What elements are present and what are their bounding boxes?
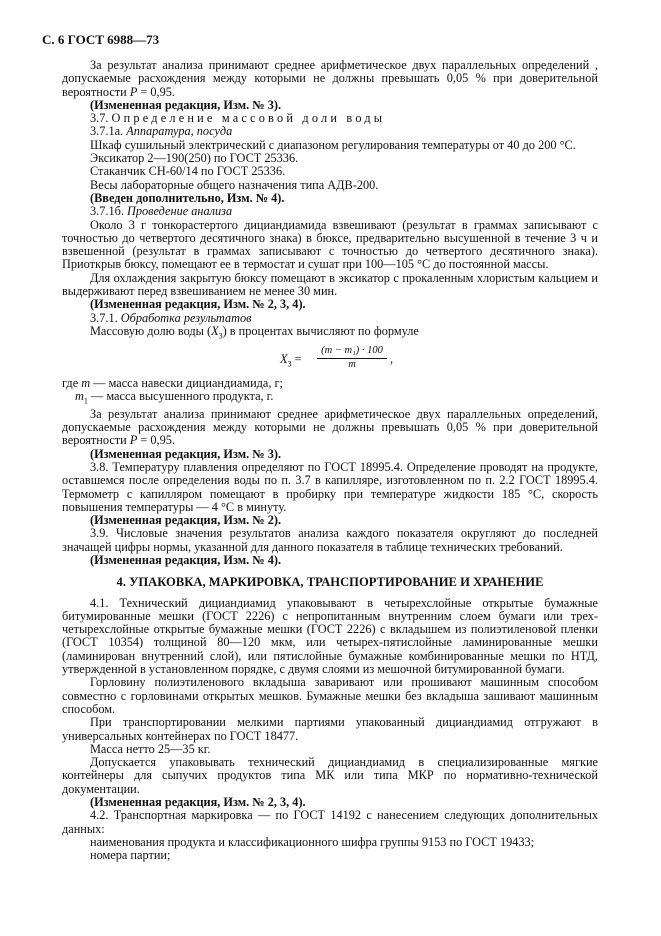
var: m xyxy=(75,388,84,403)
amendment-note: (Введен дополнительно, Изм. № 4). xyxy=(90,190,285,205)
paragraph: 3.9. Числовые значения результатов анализа каждого показателя округляют до последней значащей цифры нормы, указанной для данного показателя в таблице технических требований. xyxy=(62,526,598,554)
page-header: С. 6 ГОСТ 6988—73 xyxy=(42,32,160,47)
equipment-item: Шкаф сушильный электрический с диапазоном регулирования температуры от 40 до 200 °С. xyxy=(90,137,576,152)
equipment-item: Весы лабораторные общего назначения типа АДВ-200. xyxy=(90,177,379,192)
title: Обработка результатов xyxy=(120,310,252,325)
paragraph: 4.2. Транспортная маркировка — по ГОСТ 14192 с нанесением следующих дополнительных данных: xyxy=(62,808,598,836)
amendment-note: (Измененная редакция, Изм. № 3). xyxy=(90,97,282,112)
text: = 0,95. xyxy=(137,84,176,99)
num: 3.7.1а. xyxy=(90,124,127,139)
num: 3.7.1б. xyxy=(90,204,127,219)
title: Определение массовой доли воды xyxy=(111,111,386,126)
text: — масса высушенного продукта, г. xyxy=(87,388,274,403)
text: За результат анализа принимают среднее арифметическое двух параллельных определений, допускаемые расхождения между которыми не должны превышать 0,05 % при доверительной вероятности xyxy=(62,406,598,448)
denominator: m xyxy=(348,358,356,370)
amendment-note: (Измененная редакция, Изм. № 2, 3, 4). xyxy=(90,297,306,312)
equipment-item: Эксикатор 2—190(250) по ГОСТ 25336. xyxy=(90,151,299,166)
list-item: наименования продукта и классификационного шифра группы 9153 по ГОСТ 19433; xyxy=(90,834,535,849)
section-4-heading: 4. УПАКОВКА, МАРКИРОВКА, ТРАНСПОРТИРОВАНИЕ И ХРАНЕНИЕ xyxy=(116,575,544,590)
var: P xyxy=(129,433,138,448)
equipment-item: Стаканчик СН-60/14 по ГОСТ 25336. xyxy=(90,164,286,179)
paragraph: Допускается упаковывать технический дициандиамид в специализированные мягкие контейнеры для сыпучих продуктов типа МК или типа МКР по нормативно-технической документации. xyxy=(62,755,598,796)
paragraph: Для охлаждения закрытую бюксу помещают в эксикатор с прокаленным хлористым кальцием и выдерживают перед взвешиванием не менее 30 мин. xyxy=(62,270,598,299)
var: m xyxy=(81,375,91,390)
num: 3.7. xyxy=(90,111,112,126)
subsection-heading xyxy=(62,312,598,325)
var: X xyxy=(280,351,288,366)
legend-line xyxy=(62,377,598,390)
legend-line xyxy=(62,390,598,408)
text: где xyxy=(62,375,82,390)
paragraph: 3.8. Температуру плавления определяют по ГОСТ 18995.4. Определение проводят на продукте, оставшемся после определения воды по п. 3.7 в капилляре, изготовленном по п. 2.2 ГОСТ 18995.4. Термометр с капилляром помещают в пробирку при температуре жидкости 185 °С, скорость повышения температуры — 4 °С в минуту. xyxy=(62,459,598,514)
title: Аппаратура, посуда xyxy=(126,124,233,139)
var: P xyxy=(129,84,138,99)
paragraph: Горловину полиэтиленового вкладыша заваривают или прошивают машинным способом совместно с горловинами открытых мешков. Бумажные мешки без вкладыша зашивают машинным способом. xyxy=(62,675,598,716)
section-heading xyxy=(62,112,598,125)
comma: , xyxy=(390,351,394,366)
text: Массовую долю воды ( xyxy=(90,323,212,338)
sub: 1 xyxy=(83,396,88,406)
amendment-note: (Измененная редакция, Изм. № 3). xyxy=(90,446,282,461)
formula-lhs xyxy=(280,353,302,371)
numerator: (m − m₁) · 100 xyxy=(317,345,387,359)
amendment-note: (Измененная редакция, Изм. № 4). xyxy=(90,553,282,567)
sub: 3 xyxy=(218,331,223,341)
num: 3.7.1. xyxy=(90,310,121,325)
sub: 3 xyxy=(287,359,292,369)
formula xyxy=(62,345,598,375)
fraction xyxy=(317,345,387,371)
title: Проведение анализа xyxy=(127,204,233,219)
paragraph: 4.1. Технический дициандиамид упаковывают в четырехслойные открытые бумажные битумированные мешки (ГОСТ 2226) с непропитанным внутренним слоем бумаги или трех-четырехслойные открытые бумажные мешки (ГОСТ 2226) с вкладышем из полиэтиленовой пленки (ГОСТ 10354) толщиной 80—120 мкм, или четырех-пятислойные ламинированные мешки (ламинирован внутренний слой), или пятислойные бумажные комбинированные мешки по НТД, утвержденной в установленном порядке, с двумя слоями из мешочной битумированной бумаги. xyxy=(62,595,598,677)
paragraph: При транспортировании мелкими партиями упакованный дициандиамид отгружают в универсальных контейнерах по ГОСТ 18477. xyxy=(62,715,598,743)
amendment-note: (Измененная редакция, Изм. № 2). xyxy=(90,513,282,528)
paragraph xyxy=(62,408,598,448)
text: За результат анализа принимают среднее арифметическое двух параллельных определений , допускаемые расхождения между которыми не должны превышать 0,05 % при доверительной вероятности xyxy=(62,58,598,99)
text: ) в процентах вычисляют по формуле xyxy=(222,323,419,338)
amendment-note: (Измененная редакция, Изм. № 2, 3, 4). xyxy=(90,795,306,810)
var: X xyxy=(211,323,219,338)
paragraph xyxy=(62,325,598,343)
text: = 0,95. xyxy=(137,433,176,448)
subsection-heading xyxy=(62,125,598,138)
eq: = xyxy=(291,351,302,366)
paragraph: Около 3 г тонкорастертого дициандиамида взвешивают (результат в граммах записывают с точностью до четвертого десятичного знака) в бюксе, предварительно высушенной в течение 3 ч и взвешенной (результат в граммах записывают с точностью до четвертого десятичного знака). Приоткрыв бюксу, помещают ее в термостат и сушат при 100—105 °С до постоянной массы. xyxy=(62,217,598,272)
subsection-heading xyxy=(62,205,598,218)
list-item: номера партии; xyxy=(90,848,171,863)
paragraph xyxy=(62,59,598,99)
document-body xyxy=(62,59,598,863)
text: — масса навески дициандиамида, г; xyxy=(90,375,283,390)
paragraph: Масса нетто 25—35 кг. xyxy=(90,741,211,756)
